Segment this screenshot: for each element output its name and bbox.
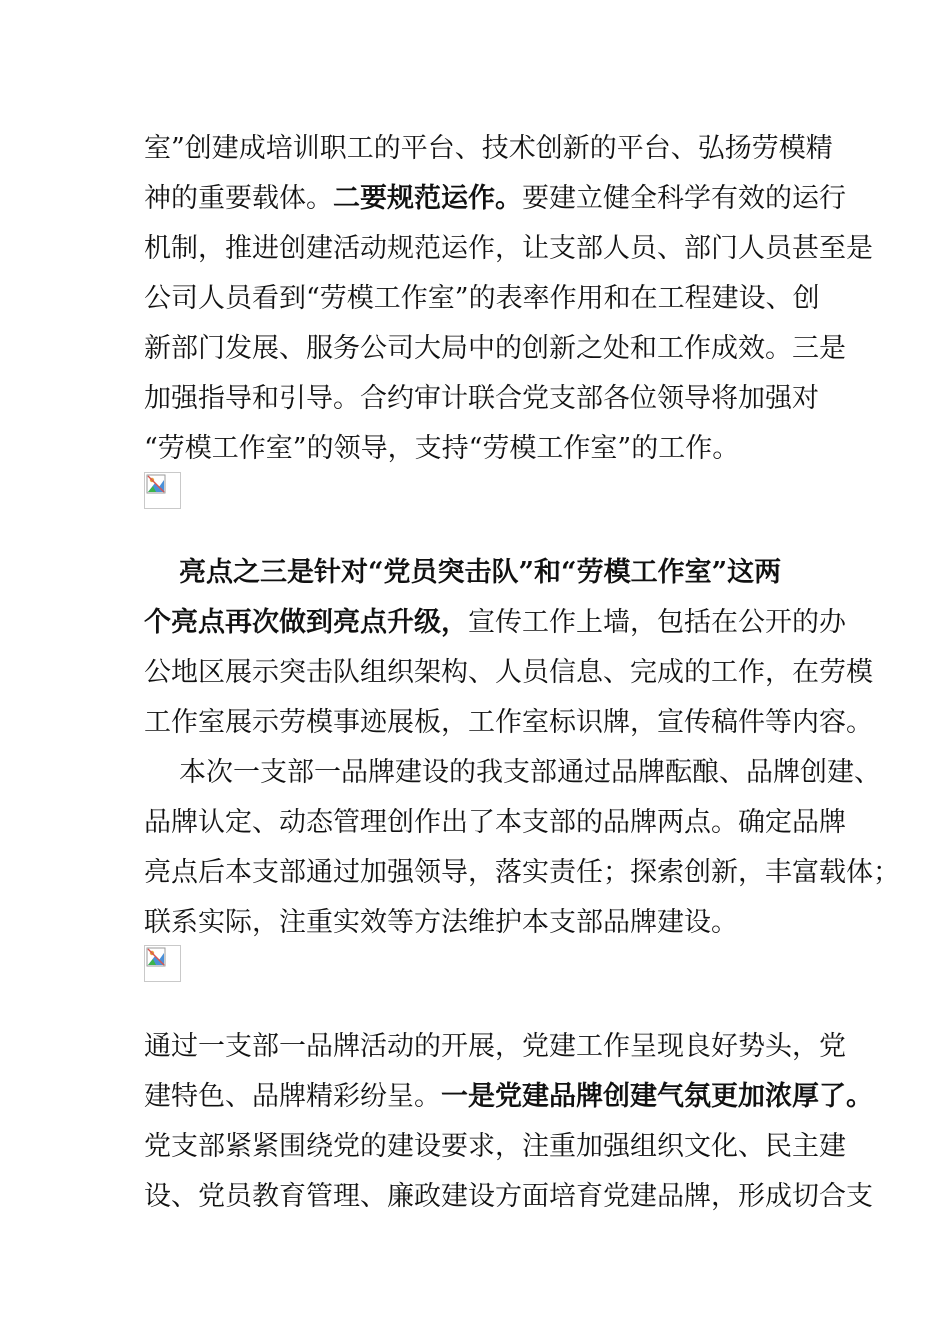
text-run: 联系实际，注重实效等方法维护本支部品牌建设。 — [144, 907, 738, 938]
text-run: 党支部紧紧围绕党的建设要求，注重加强组织文化、民主建 — [144, 1131, 846, 1162]
text-line — [144, 606, 846, 640]
text-run: 工作室展示劳模事迹展板，工作室标识牌，宣传稿件等内容。 — [144, 707, 873, 738]
text-run: 设、党员教育管理、廉政建设方面培育党建品牌，形成切合支 — [144, 1181, 873, 1212]
text-line — [144, 182, 846, 216]
broken-image-icon — [144, 945, 181, 982]
text-line — [144, 656, 873, 690]
text-line — [144, 906, 738, 940]
text-run: 亮点后本支部通过加强领导，落实责任；探索创新，丰富载体； — [144, 857, 900, 888]
bold-text-run: 个亮点再次做到亮点升级， — [144, 607, 468, 638]
text-line — [144, 1030, 846, 1064]
text-line — [144, 706, 873, 740]
text-run: 新部门发展、服务公司大局中的创新之处和工作成效。三是 — [144, 333, 846, 364]
text-run: “劳模工作室”的领导，支持“劳模工作室”的工作。 — [144, 433, 740, 464]
broken-image-icon — [146, 474, 166, 494]
text-run: 公地区展示突击队组织架构、人员信息、完成的工作，在劳模 — [144, 657, 873, 688]
text-line — [144, 856, 900, 890]
bold-text-run: 一是党建品牌创建气氛更加浓厚了。 — [441, 1081, 873, 1112]
text-run: 要建立健全科学有效的运行 — [522, 183, 846, 214]
bold-text-run: 亮点之三是针对“党员突击队”和“劳模工作室”这两 — [179, 557, 782, 588]
text-run: 通过一支部一品牌活动的开展，党建工作呈现良好势头，党 — [144, 1031, 846, 1062]
broken-image-icon — [144, 472, 181, 509]
broken-image-icon — [146, 947, 166, 967]
text-line — [144, 1130, 846, 1164]
bold-text-run: 二要规范运作。 — [333, 183, 522, 214]
text-line — [144, 282, 820, 316]
text-run: 机制，推进创建活动规范运作，让支部人员、部门人员甚至是 — [144, 233, 873, 264]
text-line — [144, 382, 819, 416]
text-run: 神的重要载体。 — [144, 183, 333, 214]
text-line — [144, 332, 846, 366]
text-run: 宣传工作上墙，包括在公开的办 — [468, 607, 846, 638]
text-run: 加强指导和引导。合约审计联合党支部各位领导将加强对 — [144, 383, 819, 414]
text-run: 室”创建成培训职工的平台、技术创新的平台、弘扬劳模精 — [144, 133, 833, 164]
text-run: 品牌认定、动态管理创作出了本支部的品牌两点。确定品牌 — [144, 807, 846, 838]
text-line — [144, 232, 873, 266]
text-line — [179, 756, 881, 790]
text-line — [179, 556, 781, 590]
text-line — [144, 432, 739, 466]
text-line — [144, 806, 846, 840]
text-line — [144, 1080, 873, 1114]
text-line — [144, 132, 833, 166]
text-run: 公司人员看到“劳模工作室”的表率作用和在工程建设、创 — [144, 283, 820, 314]
text-run: 建特色、品牌精彩纷呈。 — [144, 1081, 441, 1112]
text-run: 本次一支部一品牌建设的我支部通过品牌酝酿、品牌创建、 — [179, 757, 881, 788]
text-line — [144, 1180, 873, 1214]
